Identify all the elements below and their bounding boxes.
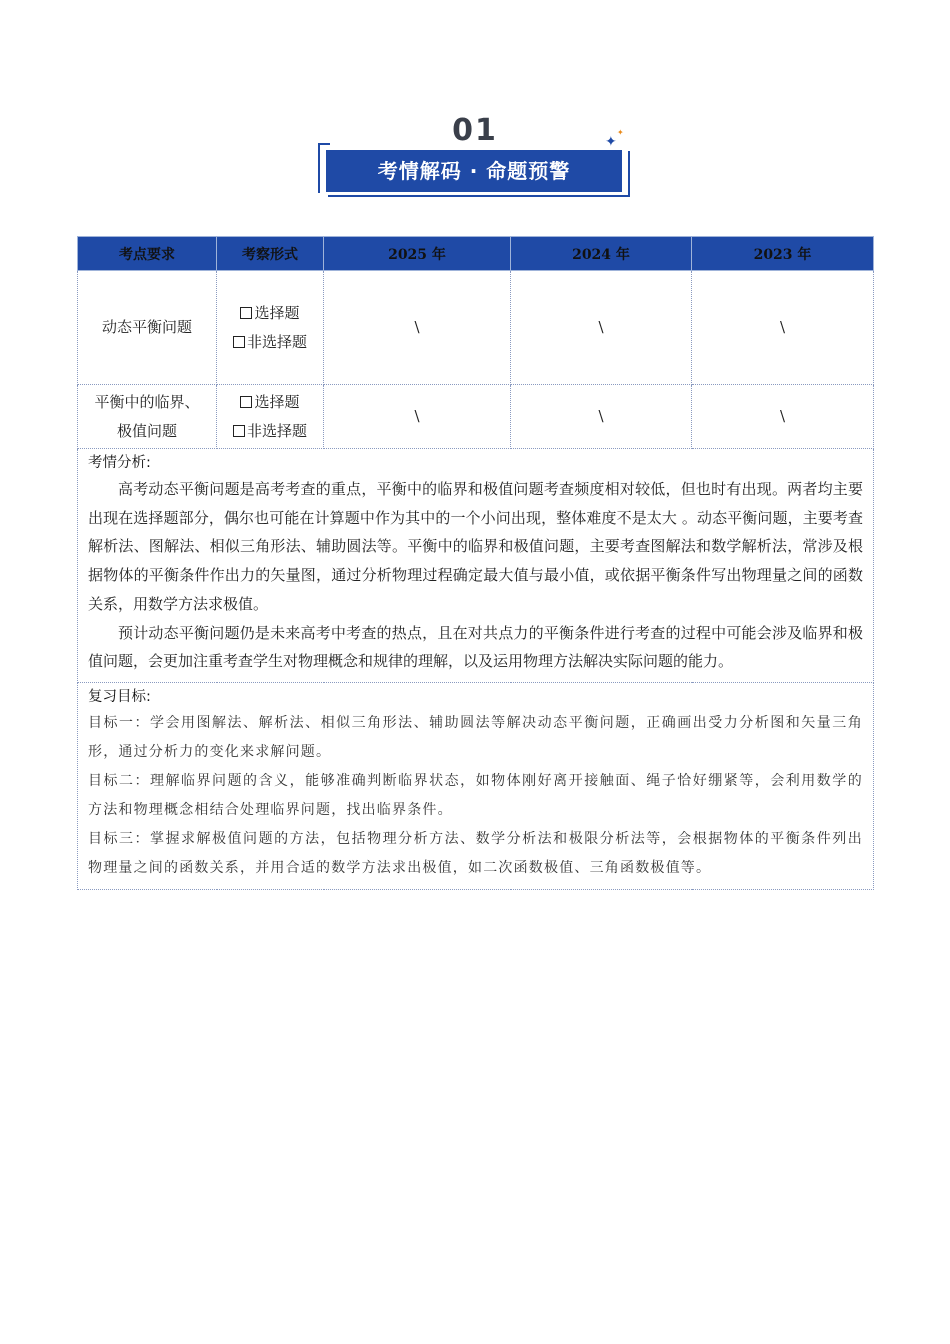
analysis-title: 考情分析: bbox=[88, 455, 151, 471]
column-header: 2025 年 bbox=[324, 237, 511, 271]
goal-item: 目标二：理解临界问题的含义，能够准确判断临界状态，如物体刚好离开接触面、绳子恰好绷紧等，会利用数学的方法和物理概念相结合处理临界问题，找出临界条件。 bbox=[88, 772, 863, 818]
analysis-row bbox=[78, 449, 874, 683]
form-cell: 选择题 非选择题 bbox=[217, 271, 324, 385]
year-cell: \ bbox=[692, 271, 874, 385]
goal-item: 目标一：学会用图解法、解析法、相似三角形法、辅助圆法等解决动态平衡问题，正确画出受力分析图和矢量三角形，通过分析力的变化来求解问题。 bbox=[88, 714, 863, 760]
topic-cell: 平衡中的临界、 极值问题 bbox=[78, 385, 217, 449]
column-header: 考点要求 bbox=[78, 237, 217, 271]
table-header-row bbox=[78, 237, 874, 271]
topic-cell: 动态平衡问题 bbox=[78, 271, 217, 385]
form-cell: 选择题 非选择题 bbox=[217, 385, 324, 449]
analysis-paragraph: 预计动态平衡问题仍是未来高考中考查的热点，且在对共点力的平衡条件进行考查的过程中可能会涉及临界和极值问题，会更加注重考查学生对物理概念和规律的理解，以及运用物理方法解决实际问题的能力。 bbox=[88, 623, 863, 671]
goals-section bbox=[78, 682, 874, 889]
section-number: 01 bbox=[452, 113, 498, 148]
checkbox[interactable] bbox=[240, 396, 252, 408]
analysis-paragraph: 高考动态平衡问题是高考考查的重点，平衡中的临界和极值问题考查频度相对较低，但也时有出现。两者均主要出现在选择题部分，偶尔也可能在计算题中作为其中的一个小问出现，整体难度不是太大 。动态平衡问题，主要考查解析法、图解法、相似三角形法、辅助圆法等。平衡中的临界和极值问题，主要考查图解法和数学解析法，常涉及根据物体的平衡条件作出力的矢量图，通过分析物理过程确定最大值与最小值，或依据平衡条件写出物理量之间的函数关系，用数学方法求极值。 bbox=[88, 480, 863, 613]
checkbox[interactable] bbox=[233, 336, 245, 348]
column-header: 2024 年 bbox=[511, 237, 692, 271]
goal-item: 目标三：掌握求解极值问题的方法，包括物理分析方法、数学分析法和极限分析法等，会根据物体的平衡条件列出物理量之间的函数关系，并用合适的数学方法求出极值，如二次函数极值、三角函数极值等。 bbox=[88, 830, 863, 876]
sparkle-icon: ✦ bbox=[617, 128, 624, 137]
section-title: 考情解码 · 命题预警 bbox=[326, 150, 622, 192]
section-banner bbox=[316, 112, 634, 198]
year-cell: \ bbox=[692, 385, 874, 449]
goals-row bbox=[78, 682, 874, 889]
exam-analysis-table bbox=[77, 236, 874, 890]
column-header: 2023 年 bbox=[692, 237, 874, 271]
year-cell: \ bbox=[511, 271, 692, 385]
table-row bbox=[78, 385, 874, 449]
column-header: 考察形式 bbox=[217, 237, 324, 271]
analysis-section bbox=[78, 449, 874, 683]
table-row bbox=[78, 271, 874, 385]
goals-title: 复习目标: bbox=[88, 688, 151, 705]
year-cell: \ bbox=[511, 385, 692, 449]
year-cell: \ bbox=[324, 385, 511, 449]
sparkle-icon: ✦ bbox=[605, 134, 617, 150]
checkbox[interactable] bbox=[240, 307, 252, 319]
year-cell: \ bbox=[324, 271, 511, 385]
checkbox[interactable] bbox=[233, 425, 245, 437]
